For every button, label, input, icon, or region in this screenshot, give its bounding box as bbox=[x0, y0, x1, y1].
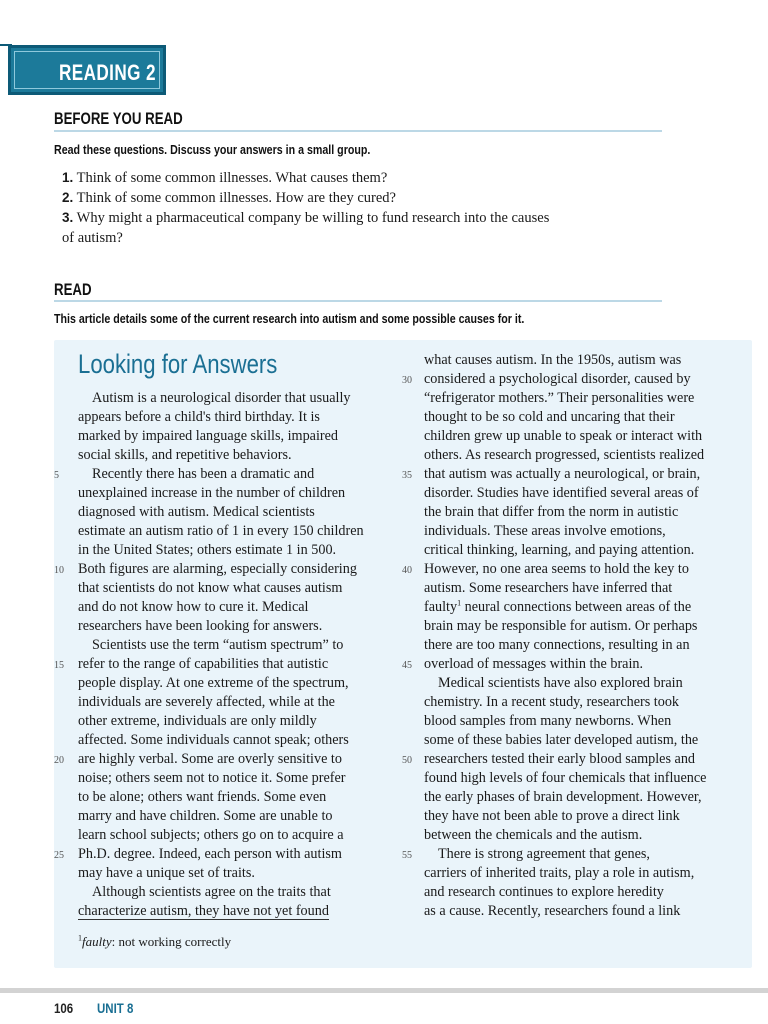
before-you-read-heading: BEFORE YOU READ bbox=[54, 109, 183, 128]
article-column-right bbox=[402, 351, 742, 921]
article-line bbox=[402, 845, 742, 864]
before-instruction: Read these questions. Discuss your answers in a small group. bbox=[54, 142, 371, 157]
reading-badge-label: READING 2 bbox=[59, 60, 156, 85]
article-line bbox=[402, 465, 742, 484]
question-text: Think of some common illnesses. How are they cured? bbox=[76, 190, 396, 206]
article-line-text: found high levels of four chemicals that influence bbox=[424, 770, 707, 786]
line-number: 5 bbox=[54, 470, 59, 481]
article-line bbox=[78, 902, 384, 921]
article-line bbox=[78, 617, 384, 636]
article-line bbox=[424, 503, 742, 522]
article-line bbox=[78, 598, 384, 617]
article-line-text: thought to be so cold and uncaring that their bbox=[424, 409, 675, 425]
article-line bbox=[54, 845, 384, 864]
article-line-text: refer to the range of capabilities that autistic bbox=[78, 656, 329, 672]
article-line bbox=[424, 902, 742, 921]
article-line-text: Although scientists agree on the traits that bbox=[92, 884, 331, 900]
question-item bbox=[62, 168, 662, 188]
article-line bbox=[424, 579, 742, 598]
article-line-text-rest: neural connections between areas of the bbox=[461, 599, 692, 615]
article-line-text: unexplained increase in the number of children bbox=[78, 485, 346, 501]
footnote-definition: : not working correctly bbox=[111, 934, 232, 949]
question-list bbox=[62, 168, 662, 248]
article-line bbox=[54, 655, 384, 674]
article-line bbox=[54, 465, 384, 484]
article-column-left bbox=[54, 389, 384, 921]
article-line bbox=[424, 712, 742, 731]
article-line-text: what causes autism. In the 1950s, autism was bbox=[424, 352, 682, 368]
read-heading: READ bbox=[54, 280, 92, 299]
line-number: 30 bbox=[402, 375, 412, 386]
article-line bbox=[78, 826, 384, 845]
footer-rule bbox=[0, 988, 768, 993]
line-number: 20 bbox=[54, 755, 64, 766]
article-line-text: However, no one area seems to hold the key to bbox=[424, 561, 689, 577]
footnote-marker: 1 bbox=[457, 598, 462, 608]
article-line bbox=[424, 788, 742, 807]
article-line bbox=[54, 560, 384, 579]
article-line bbox=[424, 826, 742, 845]
article-line-text: disorder. Studies have identified several areas of bbox=[424, 485, 699, 501]
article-line-text: noise; others seem not to notice it. Some prefer bbox=[78, 770, 346, 786]
read-rule bbox=[54, 300, 662, 302]
article-line bbox=[424, 617, 742, 636]
article-line bbox=[424, 351, 742, 370]
article-line-text: Scientists use the term “autism spectrum” to bbox=[92, 637, 344, 653]
article-line bbox=[424, 693, 742, 712]
article-line-text: learn school subjects; others go on to acquire a bbox=[78, 827, 344, 843]
footnote-term: faulty bbox=[82, 934, 112, 949]
article-line-text: “refrigerator mothers.” Their personalities were bbox=[424, 390, 695, 406]
question-number: 1. bbox=[62, 170, 74, 185]
article-line-text: individuals are severely affected, while at the bbox=[78, 694, 335, 710]
article-line bbox=[78, 636, 384, 655]
article-line-text: that scientists do not know what causes autism bbox=[78, 580, 343, 596]
article-line bbox=[78, 522, 384, 541]
article-line bbox=[402, 655, 742, 674]
article-line-text: may have a unique set of traits. bbox=[78, 865, 255, 881]
reading-badge bbox=[8, 45, 166, 95]
article-line-text: Ph.D. degree. Indeed, each person with autism bbox=[78, 846, 342, 862]
article-line-text: Autism is a neurological disorder that usually bbox=[92, 390, 351, 406]
article-line bbox=[78, 807, 384, 826]
article-line-text: Medical scientists have also explored brain bbox=[438, 675, 683, 691]
article-line-text: researchers have been looking for answers. bbox=[78, 618, 323, 634]
question-number: 3. bbox=[62, 210, 74, 225]
article-line-text: as a cause. Recently, researchers found a link bbox=[424, 903, 681, 919]
article-line bbox=[78, 427, 384, 446]
article-line-text: blood samples from many newborns. When bbox=[424, 713, 672, 729]
read-instruction: This article details some of the current research into autism and some possible causes for it. bbox=[54, 311, 525, 326]
question-item bbox=[62, 208, 662, 228]
article-line bbox=[424, 598, 742, 617]
article-line-text: they have not been able to prove a direct link bbox=[424, 808, 680, 824]
article-line-text: in the United States; others estimate 1 in 500. bbox=[78, 542, 337, 558]
question-text: Why might a pharmaceutical company be willing to fund research into the causes bbox=[76, 210, 550, 226]
article-line bbox=[424, 883, 742, 902]
line-number: 15 bbox=[54, 660, 64, 671]
article-line-text: there are too many connections, resulting in an bbox=[424, 637, 690, 653]
article-line bbox=[402, 750, 742, 769]
article-line bbox=[424, 408, 742, 427]
article-line bbox=[424, 807, 742, 826]
article-line-text: and research continues to explore heredity bbox=[424, 884, 664, 900]
article-line-text: faulty bbox=[424, 599, 458, 615]
article-line bbox=[424, 674, 742, 693]
article-line bbox=[78, 408, 384, 427]
article-line-text: overload of messages within the brain. bbox=[424, 656, 644, 672]
article-line-text: carriers of inherited traits, play a role in autism, bbox=[424, 865, 695, 881]
article-line-text: affected. Some individuals cannot speak; others bbox=[78, 732, 349, 748]
article-line-text: the brain that differ from the norm in autistic bbox=[424, 504, 679, 520]
article-line bbox=[424, 731, 742, 750]
article-line-text: some of these babies later developed autism, the bbox=[424, 732, 699, 748]
article-line-text: that autism was actually a neurological, or brain, bbox=[424, 466, 701, 482]
article-line-text: estimate an autism ratio of 1 in every 150 children bbox=[78, 523, 364, 539]
article-line-text: other extreme, individuals are only mildly bbox=[78, 713, 317, 729]
article-line bbox=[78, 769, 384, 788]
article-line-text: marked by impaired language skills, impaired bbox=[78, 428, 339, 444]
article-line bbox=[78, 712, 384, 731]
article-title: Looking for Answers bbox=[78, 349, 278, 379]
question-number: 2. bbox=[62, 190, 74, 205]
article-line bbox=[424, 427, 742, 446]
article-line-text: characterize autism, they have not yet found bbox=[78, 903, 329, 919]
article-line bbox=[402, 560, 742, 579]
article-line bbox=[78, 484, 384, 503]
article-line-text: people display. At one extreme of the spectrum, bbox=[78, 675, 349, 691]
article-line-text: There is strong agreement that genes, bbox=[438, 846, 650, 862]
article-line bbox=[54, 750, 384, 769]
line-number: 55 bbox=[402, 850, 412, 861]
article-line-text: Both figures are alarming, especially considering bbox=[78, 561, 357, 577]
article-line bbox=[78, 788, 384, 807]
article-line bbox=[78, 389, 384, 408]
article-line-text: between the chemicals and the autism. bbox=[424, 827, 643, 843]
article-line-text: to be alone; others want friends. Some even bbox=[78, 789, 327, 805]
article-line bbox=[402, 370, 742, 389]
article-line-text: considered a psychological disorder, caused by bbox=[424, 371, 691, 387]
article-line-text: others. As research progressed, scientists realized bbox=[424, 447, 705, 463]
article-line-text: diagnosed with autism. Medical scientists bbox=[78, 504, 315, 520]
line-number: 45 bbox=[402, 660, 412, 671]
article-line-text: are highly verbal. Some are overly sensitive to bbox=[78, 751, 342, 767]
article-line-text: appears before a child's third birthday. It is bbox=[78, 409, 320, 425]
line-number: 40 bbox=[402, 565, 412, 576]
article-line-text: autism. Some researchers have inferred that bbox=[424, 580, 673, 596]
article-line bbox=[78, 503, 384, 522]
article-line bbox=[78, 579, 384, 598]
article-line bbox=[424, 484, 742, 503]
article-line bbox=[424, 636, 742, 655]
question-text: Think of some common illnesses. What causes them? bbox=[76, 170, 388, 186]
article-line-text: Recently there has been a dramatic and bbox=[92, 466, 315, 482]
article-line bbox=[424, 522, 742, 541]
line-number: 25 bbox=[54, 850, 64, 861]
article-line-text: marry and have children. Some are unable to bbox=[78, 808, 333, 824]
article-line-text: social skills, and repetitive behaviors. bbox=[78, 447, 292, 463]
article-line-text: chemistry. In a recent study, researchers took bbox=[424, 694, 680, 710]
article-line bbox=[424, 446, 742, 465]
article-line-text: researchers tested their early blood samples and bbox=[424, 751, 696, 767]
page-number: 106 bbox=[54, 1000, 74, 1016]
article-line bbox=[78, 674, 384, 693]
question-text-continued: of autism? bbox=[62, 230, 123, 246]
article-line-text: and do not know how to cure it. Medical bbox=[78, 599, 309, 615]
line-number: 10 bbox=[54, 565, 64, 576]
line-number: 35 bbox=[402, 470, 412, 481]
unit-label: UNIT 8 bbox=[97, 1000, 134, 1016]
article-line bbox=[424, 864, 742, 883]
article-line bbox=[424, 769, 742, 788]
article-line bbox=[424, 541, 742, 560]
article-line bbox=[78, 693, 384, 712]
article-line-text: critical thinking, learning, and paying attention. bbox=[424, 542, 695, 558]
article-line bbox=[78, 864, 384, 883]
line-number: 50 bbox=[402, 755, 412, 766]
article-line bbox=[78, 541, 384, 560]
footnote: $^1$faulty: not working correctly bbox=[78, 933, 232, 949]
article-line bbox=[78, 731, 384, 750]
article-line-text: individuals. These areas involve emotions, bbox=[424, 523, 666, 539]
article-line bbox=[424, 389, 742, 408]
article-line-text: the early phases of brain development. However, bbox=[424, 789, 702, 805]
article-line bbox=[78, 446, 384, 465]
article-line-text: children grew up unable to speak or interact with bbox=[424, 428, 703, 444]
article-line bbox=[78, 883, 384, 902]
heading-rule bbox=[54, 130, 662, 132]
question-item bbox=[62, 188, 662, 208]
article-line-text: brain may be responsible for autism. Or perhaps bbox=[424, 618, 698, 634]
